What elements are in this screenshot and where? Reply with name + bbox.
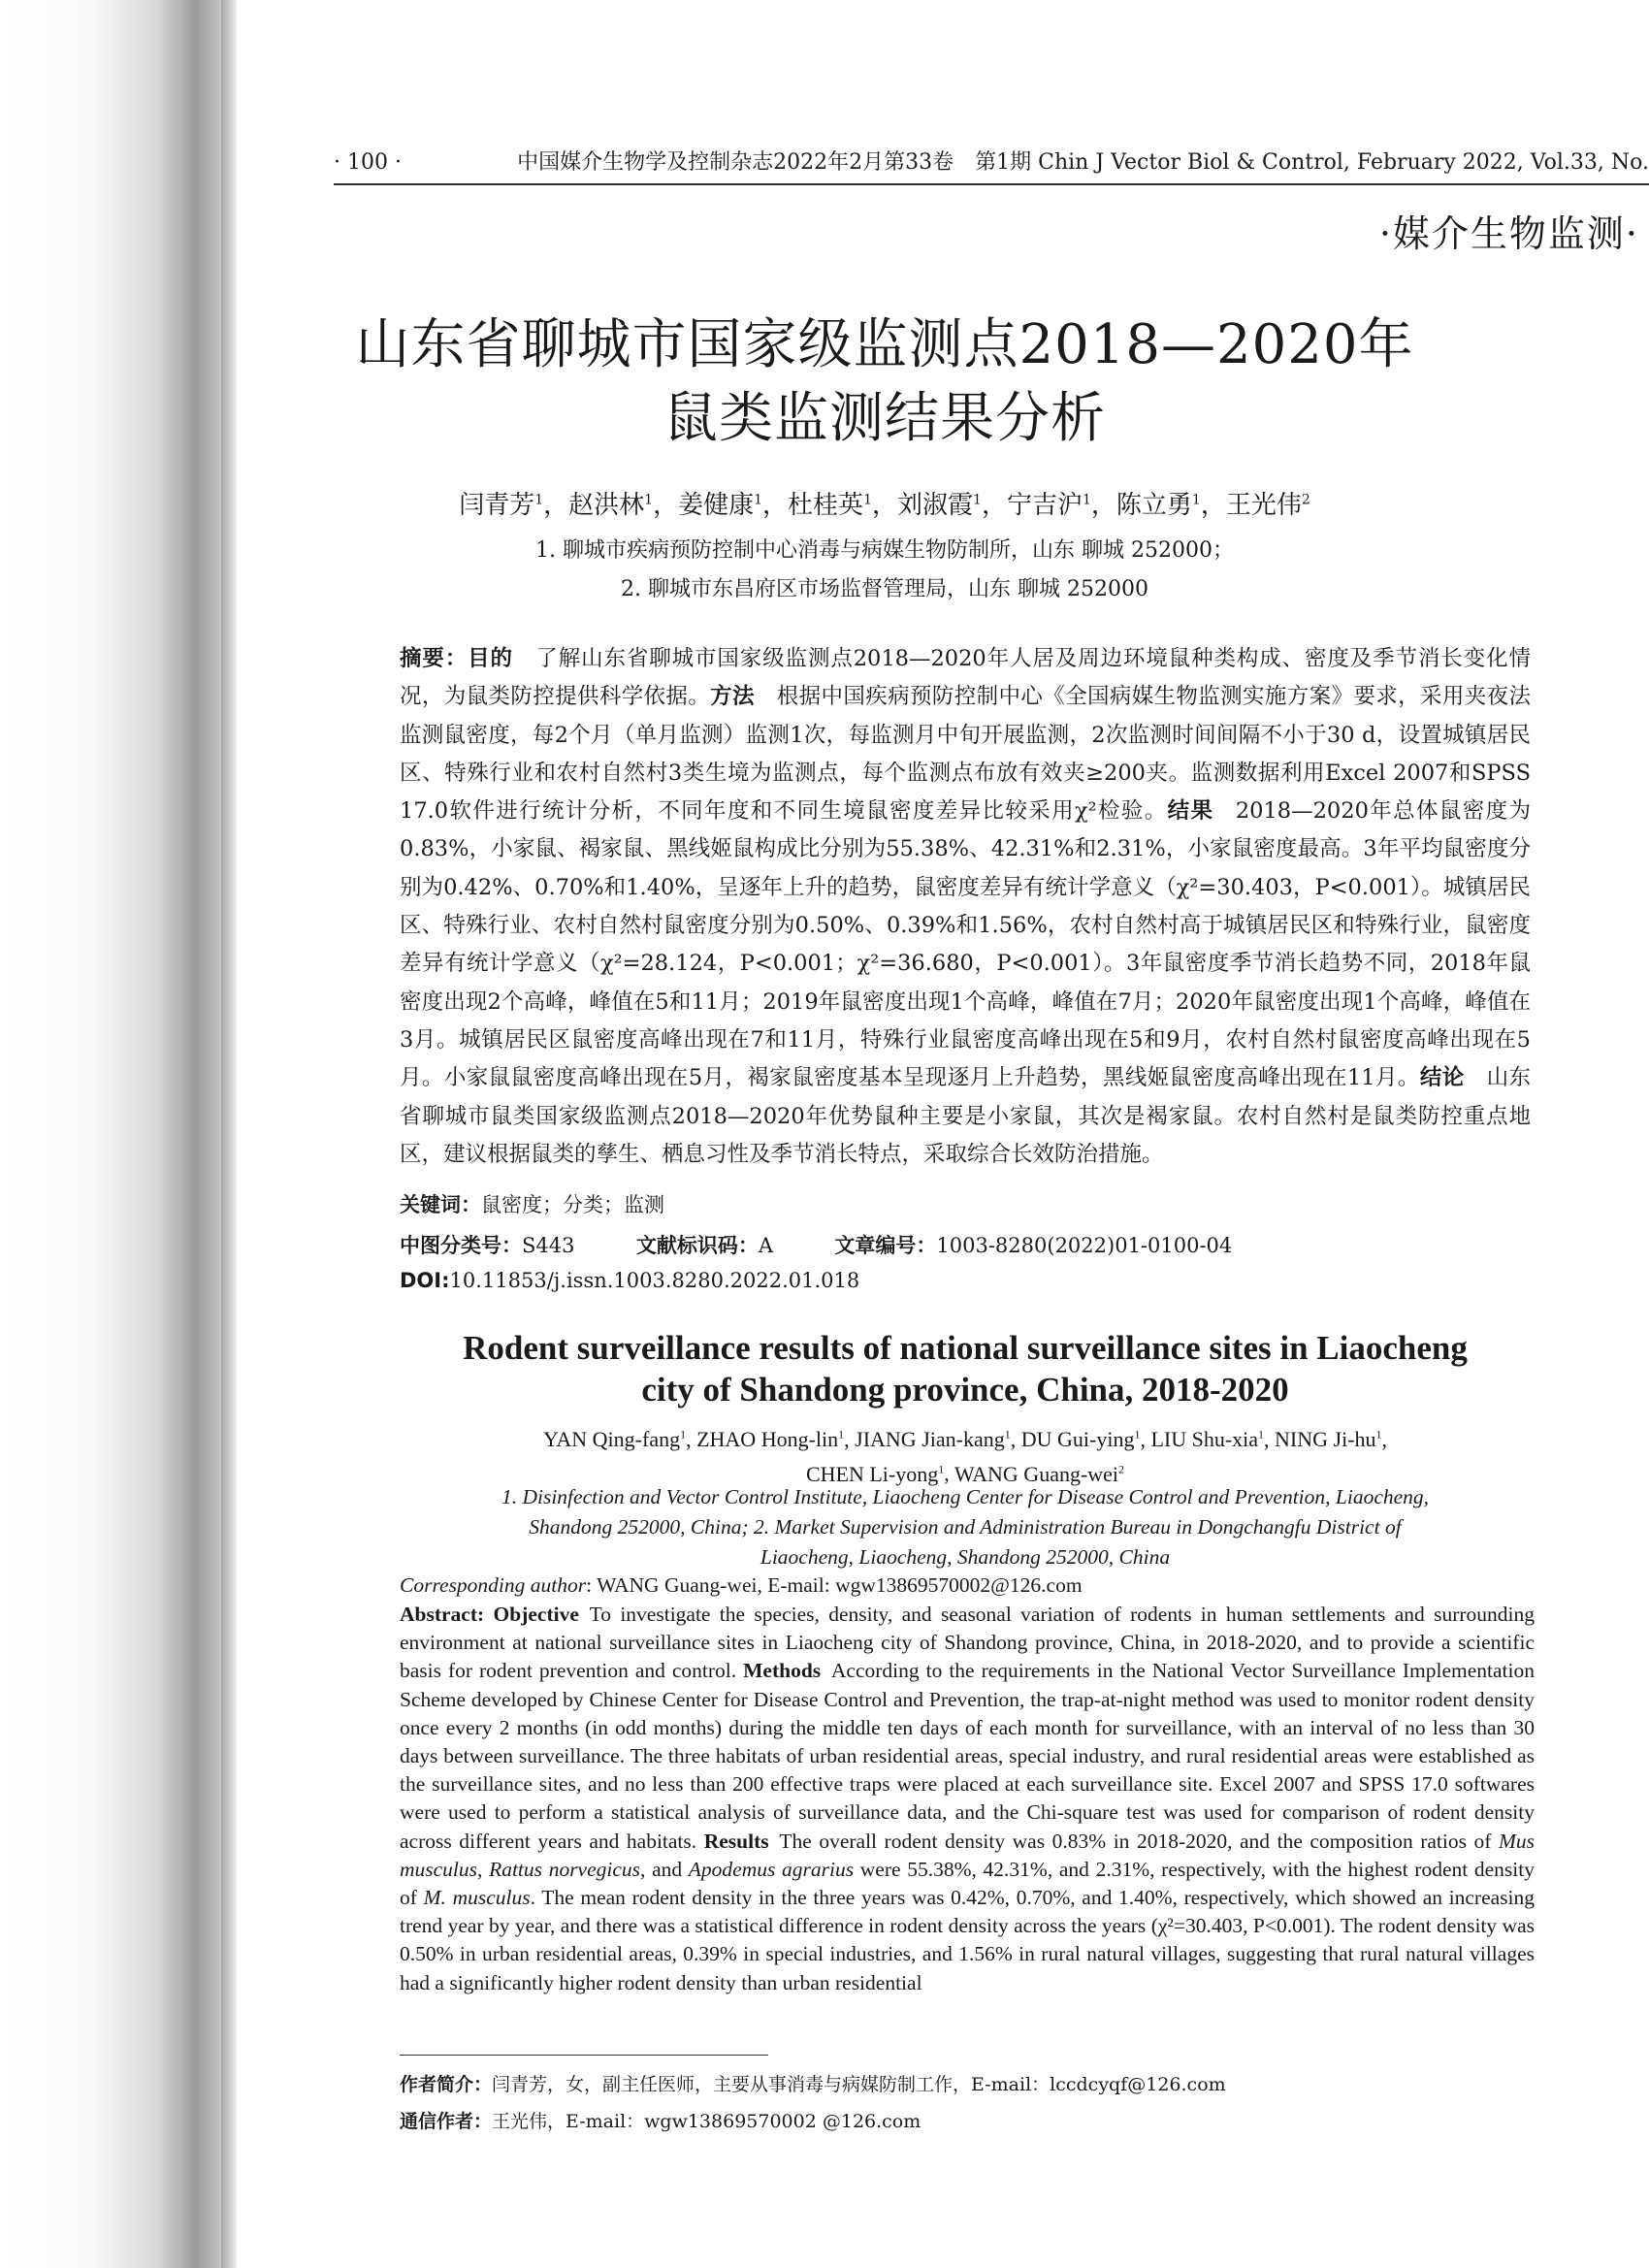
doi-label: DOI: bbox=[400, 1269, 450, 1292]
title-chinese bbox=[237, 308, 1533, 456]
clc-value: S443 bbox=[522, 1234, 575, 1257]
author-cn: 刘淑霞$^1$ bbox=[897, 491, 982, 520]
author-en: JIANG Jian-kang$^1$ bbox=[855, 1427, 1011, 1452]
affiliation-en-line2: Shandong 252000, China; 2. Market Supervision and Administration Bureau in Dongchangfu District of bbox=[529, 1515, 1402, 1539]
scan-binding-edge bbox=[221, 0, 237, 2268]
author-en: DU Gui-ying$^1$ bbox=[1020, 1427, 1141, 1452]
clc-label: 中图分类号： bbox=[400, 1234, 522, 1257]
results-en-text-e: . The mean rodent density in the three years was 0.42%, 0.70%, and 1.40%, respectively, which showed an increasing trend year by year, and there was a statistical difference in rodent density across the years (χ²=30.403, P<0.001). The rodent density was 0.50% in urban residential areas, 0.39% in special industries, and 1.56% in rural natural villages, suggesting that rural natural villages had a significantly higher rodent density than urban residential bbox=[400, 1886, 1536, 1994]
authors-en-line1: YAN Qing-fang$^1$, ZHAO Hong-lin$^1$, JIANG Jian-kang$^1$, DU Gui-ying$^1$, LIU Shu-xia$^1$, NING $Ji-hu^1$, bbox=[542, 1427, 1388, 1452]
corresponding-author-en bbox=[400, 1573, 1535, 1598]
conclusion-label: 结论 bbox=[1419, 1065, 1465, 1091]
authors-english bbox=[392, 1420, 1538, 1489]
article-no-label: 文章编号： bbox=[834, 1234, 937, 1257]
author-cn: 陈立勇$^1$ bbox=[1116, 491, 1201, 520]
author-en: CHEN Li-yong$^1$ bbox=[805, 1461, 945, 1486]
author-cn: 宁吉沪$^1$ bbox=[1006, 491, 1091, 520]
doc-code-value: A bbox=[758, 1234, 774, 1257]
author-en: NING $Ji-hu^1$ bbox=[1275, 1427, 1382, 1452]
author-bio-footnote bbox=[400, 2070, 1535, 2096]
results-label: 结果 bbox=[1167, 798, 1214, 825]
article-no-value: 1003-8280(2022)01-0100-04 bbox=[936, 1234, 1233, 1257]
abstract-english: Abstract: Objective To investigate the species, density, and seasonal variation of rodents in human settlements and surrounding environment at national surveillance sites in Liaocheng city of Shandong province, China, in 2018-2020, and to provide a scientific basis for rodent prevention and control. Methods According to the requirements in the National Vector Surveillance Implementation Scheme developed by Chinese Center for Disease Control and Prevention, the trap-at-night method was used to monitor rodent density once every 2 months (in odd months) during the middle ten days of each month for surveillance, with an interval of no less than 30 days between surveillance. The three habitats of urban residential areas, special industry, and rural residential areas were established as the surveillance sites, and no less than 200 effective traps were placed at each surveillance site. Excel 2007 and SPSS 17.0 softwares were used to perform a statistical analysis of surveillance data, and the Chi-square test was used for comparison of rodent density across different years and habitats. Results The overall rodent density was 0.83% in 2018-2020, and the composition ratios of Mus musculus, Rattus norvegicus, and Apodemus agrarius were 55.38%, 42.31%, and 2.31%, respectively, with the highest rodent density of M. musculus. The mean rodent density in the three years was 0.42%, 0.70%, and 1.40%, respectively, which showed an increasing trend year by year, and there was a statistical difference in rodent density across the years (χ²=30.403, P<0.001). The rodent density was 0.50% in urban residential areas, 0.39% in special industries, and 1.56% in rural natural villages, suggesting that rural natural villages had a significantly higher rodent density than urban residential bbox=[400, 1603, 1536, 1994]
corresponding-footnote bbox=[400, 2107, 1535, 2133]
objective-en-text: To investigate the species, density, and seasonal variation of rodents in human settlements and surrounding environment at national surveillance sites in Liaocheng city of Shandong province, China, in 2018-2020, and to provide a scientific basis for rodent prevention and control. bbox=[400, 1603, 1536, 1683]
objective-en-label: Objective bbox=[493, 1603, 579, 1626]
corresponding-footnote-text: 王光伟，E-mail：wgw13869570002 @126.com bbox=[492, 2111, 922, 2132]
results-en-text-a: The overall rodent density was 0.83% in 2018-2020, and the composition ratios of bbox=[779, 1829, 1492, 1853]
results-text: 2018—2020年总体鼠密度为0.83%，小家鼠、褐家鼠、黑线姬鼠构成比分别为55.38%、42.31%和2.31%，小家鼠密度最高。3年平均鼠密度分别为0.42%、0.70%和1.40%，呈逐年上升的趋势，鼠密度差异有统计学意义（χ²=30.403，P<0.001）。城镇居民区、特殊行业、农村自然村鼠密度分别为0.50%、0.39%和1.56%，农村自然村高于城镇居民区和特殊行业，鼠密度差异有统计学意义（χ²=28.124，P<0.001；χ²=36.680，P<0.001）。3年鼠密度季节消长趋势不同，2018年鼠密度出现2个高峰，峰值在5和11月；2019年鼠密度出现1个高峰，峰值在7月；2020年鼠密度出现1个高峰，峰值在3月。城镇居民区鼠密度高峰出现在7和11月，特殊行业鼠密度高峰出现在5和9月，农村自然村鼠密度高峰出现在5月。小家鼠鼠密度高峰出现在5月，褐家鼠密度基本呈现逐月上升趋势，黑线姬鼠密度高峰出现在11月。 bbox=[400, 798, 1531, 1091]
affiliation-en-line1: 1. Disinfection and Vector Control Institute, Liaocheng Center for Disease Control and Prevention, Liaocheng, bbox=[501, 1485, 1430, 1508]
doi-line bbox=[400, 1269, 1531, 1292]
corresponding-footnote-label: 通信作者： bbox=[400, 2111, 493, 2132]
footnote-divider bbox=[400, 2055, 768, 2056]
author-bio-text: 闫青芳，女，副主任医师，主要从事消毒与病媒防制工作，E-mail：lccdcyqf@126.com bbox=[492, 2074, 1226, 2095]
affiliation-cn-2: 2. 聊城市东昌府区市场监督管理局，山东 聊城 252000 bbox=[621, 577, 1148, 601]
author-cn: 杜桂英$^1$ bbox=[788, 491, 872, 520]
title-en-line2: city of Shandong province, China, 2018-2020 bbox=[641, 1371, 1289, 1409]
keywords bbox=[400, 1189, 1531, 1218]
corresponding-value: : WANG Guang-wei, E-mail: wgw13869570002@126.com bbox=[586, 1573, 1083, 1597]
author-en: ZHAO Hong-lin$^1$ bbox=[696, 1427, 845, 1452]
methods-text: 根据中国疾病预防控制中心《全国病媒生物监测实施方案》要求，采用夹夜法监测鼠密度，每2个月（单月监测）监测1次，每监测月中旬开展监测，2次监测时间间隔不小于30 d，设置城镇居民区、特殊行业和农村自然村3类生境为监测点，每个监测点布放有效夹≥200夹。监测数据利用Excel 2007和SPSS 17.0软件进行统计分析，不同年度和不同生境鼠密度差异比较采用χ²检验。 bbox=[400, 684, 1531, 825]
results-en-label: Results bbox=[703, 1829, 769, 1853]
objective-text: 了解山东省聊城市国家级监测点2018—2020年人居及周边环境鼠种类构成、密度及季节消长变化情况，为鼠类防控提供科学依据。 bbox=[400, 646, 1531, 710]
doi-value: 10.11853/j.issn.1003.8280.2022.01.018 bbox=[449, 1269, 860, 1292]
page-number: · 100 · bbox=[334, 150, 402, 175]
affiliations-chinese bbox=[237, 532, 1533, 609]
title-english bbox=[392, 1327, 1538, 1410]
author-cn: 赵洪林$^1$ bbox=[568, 491, 654, 520]
author-cn: 王光伟$^2$ bbox=[1225, 491, 1310, 520]
title-en-line1: Rodent surveillance results of national surveillance sites in Liaocheng bbox=[463, 1329, 1468, 1367]
journal-page bbox=[237, 0, 1649, 2268]
affiliation-cn-1: 1. 聊城市疾病预防控制中心消毒与病媒生物防制所，山东 聊城 252000； bbox=[535, 538, 1234, 563]
conclusion-text: 山东省聊城市鼠类国家级监测点2018—2020年优势鼠种主要是小家鼠，其次是褐家鼠。农村自然村是鼠类防控重点地区，建议根据鼠类的孳生、栖息习性及季节消长特点，采取综合长效防治措施。 bbox=[400, 1065, 1531, 1167]
journal-info: 中国媒介生物学及控制杂志2022年2月第33卷 第1期 Chin J Vector Biol & Control, February 2022, Vol.33, No. bbox=[517, 150, 1649, 175]
title-cn-line1: 山东省聊城市国家级监测点2018—2020年 bbox=[355, 313, 1414, 376]
results-en-text-d: were 55.38%, 42.31%, and 2.31%, respectively, with the highest rodent density of bbox=[400, 1857, 1535, 1910]
methods-label: 方法 bbox=[710, 684, 755, 710]
scan-shadow bbox=[0, 0, 223, 2268]
abstract-en-label: Abstract: bbox=[400, 1603, 485, 1626]
species-name: Apodemus agrarius bbox=[688, 1857, 855, 1881]
affiliations-english bbox=[392, 1482, 1538, 1572]
column-tag: ·媒介生物监测· bbox=[1378, 212, 1639, 255]
title-cn-line2: 鼠类监测结果分析 bbox=[663, 387, 1106, 450]
objective-label: 目的 bbox=[468, 646, 513, 671]
running-header bbox=[334, 146, 1649, 185]
methods-en-text: According to the requirements in the National Vector Surveillance Implementation Scheme developed by Chinese Center for Disease Control and Prevention, the trap-at-night method was used to monitor rodent density once every 2 months (in odd months) during the middle ten days of each month for surveillance, with an interval of no less than 30 days between surveillance. The three habitats of urban residential areas, special industry, and rural residential areas were established as the surveillance sites, and no less than 200 effective traps were placed at each surveillance site. Excel 2007 and SPSS 17.0 softwares were used to perform a statistical analysis of surveillance data, and the Chi-square test was used for comparison of rodent density across different years and habitats. bbox=[400, 1659, 1535, 1853]
keywords-value: 鼠密度；分类；监测 bbox=[481, 1193, 664, 1216]
author-bio-label: 作者简介： bbox=[400, 2074, 493, 2095]
doc-code-label: 文献标识码： bbox=[635, 1234, 759, 1257]
abstract-label: 摘要： bbox=[400, 646, 469, 671]
corresponding-label: Corresponding author bbox=[400, 1573, 587, 1597]
species-name: Mus musculus bbox=[400, 1829, 1536, 1881]
species-name: Rattus norvegicus bbox=[489, 1857, 641, 1881]
author-en: WANG Guang-wei$^2$ bbox=[954, 1461, 1125, 1486]
authors-chinese: 闫青芳$^1$，赵洪林$^1$，姜健康$^1$，杜桂英$^1$，刘淑霞$^1$，宁吉沪$^1$，陈立勇$^1$，王光伟$^2$ bbox=[459, 491, 1310, 520]
classification-line bbox=[400, 1230, 1531, 1259]
author-en: YAN Qing-fang$^1$ bbox=[542, 1427, 687, 1452]
authors-en-line2: CHEN Li-yong$^1$, WANG Guang-wei$^2$ bbox=[805, 1461, 1125, 1486]
affiliation-en-line3: Liaocheng, Liaocheng, Shandong 252000, China bbox=[760, 1545, 1171, 1569]
species-name: M. musculus bbox=[423, 1886, 531, 1910]
methods-en-label: Methods bbox=[743, 1659, 822, 1683]
keywords-label: 关键词： bbox=[400, 1193, 481, 1216]
author-cn: 姜健康$^1$ bbox=[678, 491, 763, 520]
author-en: LIU Shu-xia$^1$ bbox=[1150, 1427, 1265, 1452]
author-cn: 闫青芳$^1$ bbox=[459, 491, 544, 520]
abstract-chinese bbox=[400, 640, 1531, 1174]
